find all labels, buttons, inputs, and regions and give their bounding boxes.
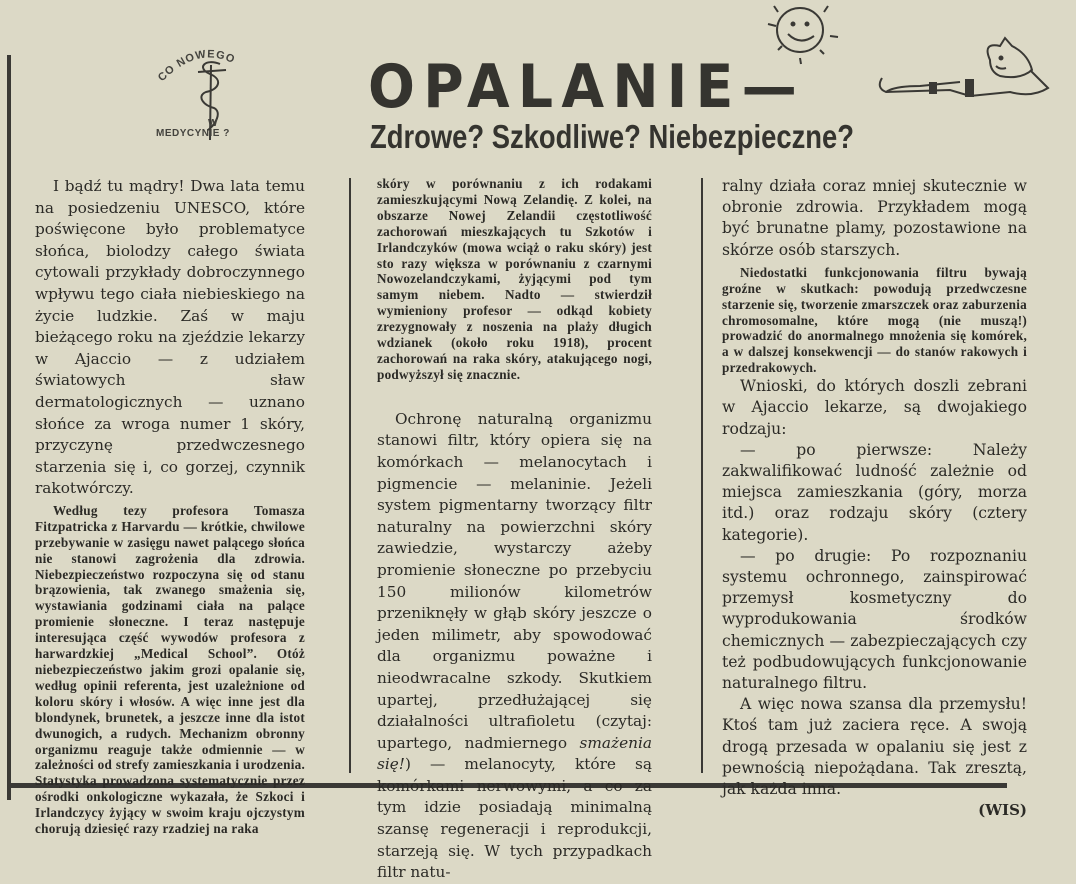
logo-middle-text: W [208, 118, 218, 129]
section-logo [150, 40, 270, 140]
paragraph: A więc nowa szansa dla przemysłu! Ktoś tam już zaciera ręce. A swoją drogą przesada w opalaniu się jest z pewnością niepożądana. Tak zresztą, jak każda inna. [722, 695, 1027, 799]
paragraph: — po pierwsze: Należy zakwalifikować ludność zależnie od miejsca zamieszkania (góry, morza itd.) oraz rodzaju skóry (cztery kategorie). [722, 440, 1027, 544]
text-run: Ochronę naturalną organizmu stanowi filtr, który opiera się na komórkach — melanocytach i pigmencie — melaninie. Jeżeli system pigmentarny tworzący filtr naturalny na powierzchni skóry zawiedzie, wystarczy ażeby promienie słoneczne po przebyciu 150 milionów kilometrów przeniknęły w głąb skóry jeszcze o jeden milimetr, aby spowodować dla organizmu poważne i nieodwracalne szkody. Skutkiem upartej, przedłużającej się działalności ultrafioletu (czytaj: upartego, nadmiernego [377, 409, 652, 752]
paragraph [377, 176, 652, 383]
author-signature: (WIS) [978, 801, 1027, 820]
text-run: w porównaniu z czarnymi Nowozelandczykami, żyjącymi pod tym samym niebem. Nadto — stwierdził wymieniony profesor — odkąd kobiety zrezygnowały z noszenia na plaży długich wdzianek (około roku 1918), procent zachorowań na raka skóry, atakującego nogi, podwyższył się znacznie. [377, 255, 652, 382]
column-divider-1 [349, 178, 351, 773]
paragraph: Według tezy profesora Tomasza Fitzpatricka z Harvardu — krótkie, chwilowe przebywanie w zasięgu nawet palącego słońca nie stanowi zagrożenia dla zdrowia. Niebezpieczeństwo rozpoczyna się od stanu brązowienia, tak zwanego smażenia się, wystawiania godzinami ciała na palące promienie słoneczne. I teraz następuje interesująca część wywodów profesora z harwardzkiej „Medical School”. Otóż niebezpieczeństwo jakim grozi opalanie się, według opinii referenta, jest uzależnione od koloru skóry i włosów. A więc inne jest dla blondynek, brunetek, a jeszcze inne dla istot dwunogich, a rudych. Mechanizm obronny organizmu reaguje także odmiennie — w zależności od strefy zamieszkania i urodzenia. Statystyka prowadzona systematycznie przez ośrodki onkologiczne wykazała, że Szkoci i Irlandczycy żyjący w swoim kraju ojczystym chorują dziesięć razy rzadziej na raka [35, 502, 305, 837]
spacer [377, 383, 652, 409]
paragraph: Wnioski, do których doszli zebrani w Ajaccio lekarze, są dwojakiego rodzaju: [722, 377, 1027, 438]
smiling-sun-icon [768, 6, 838, 64]
article-column-1 [35, 176, 305, 837]
paragraph: ralny działa coraz mniej skutecznie w obronie zdrowia. Przykładem mogą być brunatne plamy, pozostawione na skórze osób starszych. [722, 177, 1027, 259]
paragraph: I bądź tu mądry! Dwa lata temu na posiedzeniu UNESCO, które poświęcone było problematyce słońca, biolodzy całego świata cytowali przykłady dobroczynnego wpływu tego ciała niebieskiego na życie ludzkie. Zaś w maju bieżącego roku na zjeździe lekarzy w Ajaccio — z udziałem światowych sław dermatologicznych — uznano słońce za wroga numer 1 skóry, przyczynę przedwczesnego starzenia się i, co gorzej, czynnik rakotwórczy. [35, 177, 305, 498]
paragraph: — po drugie: Po rozpoznaniu systemu ochronnego, zainspirować przemysł kosmetyczny do wyprodukowania środków chemicznych — zabezpieczających czy też podbudowujących funkcjonowanie naturalnego filtru. [722, 546, 1027, 692]
bold-text-run: jest sto razy większa [377, 239, 652, 271]
headline-subtitle: Zdrowe? Szkodliwe? Niebezpieczne? [370, 118, 854, 155]
paragraph [377, 409, 652, 884]
left-border-rule [7, 55, 11, 800]
sunbathing-person-icon [880, 38, 1048, 96]
column-divider-2 [701, 178, 703, 773]
headline-title: OPALANIE— [368, 52, 806, 122]
logo-top-text: CO NOWEGO [155, 48, 238, 84]
italic-text-run: smażenia się! [377, 733, 652, 774]
article-column-2 [377, 176, 652, 884]
svg-text:CO NOWEGO [156, 48, 237, 84]
sunbathing-illustration [660, 0, 1076, 115]
article-column-3 [722, 176, 1027, 820]
logo-bottom-text: MEDYCYNIE ? [156, 128, 230, 139]
text-run: ) — melanocyty, które są komórkami nerwowymi, a co za tym idzie posiadają minimalną szansę regeneracji i reprodukcji, starzeją się. W tych przypadkach filtr natu- [377, 755, 652, 882]
text-run: skóry w porównaniu z ich rodakami zamieszkującymi Nową Zelandię. Z kolei, na obszarze Nowej Zelandii częstotliwość zachorowań mieszkających tu Szkotów i Irlandczyków (mowa wciąż o raku skóry) [377, 176, 652, 255]
paragraph: Niedostatki funkcjonowania filtru bywają groźne w skutkach: powodują przedwczesne starzenie się, tworzenie zmarszczek oraz zaburzenia chromosomalne, które mogą (nie muszą!) prowadzić do anormalnego mnożenia się komórek, a w dalszej konsekwencji — do stanów rakowych i przedrakowych. [722, 264, 1027, 376]
